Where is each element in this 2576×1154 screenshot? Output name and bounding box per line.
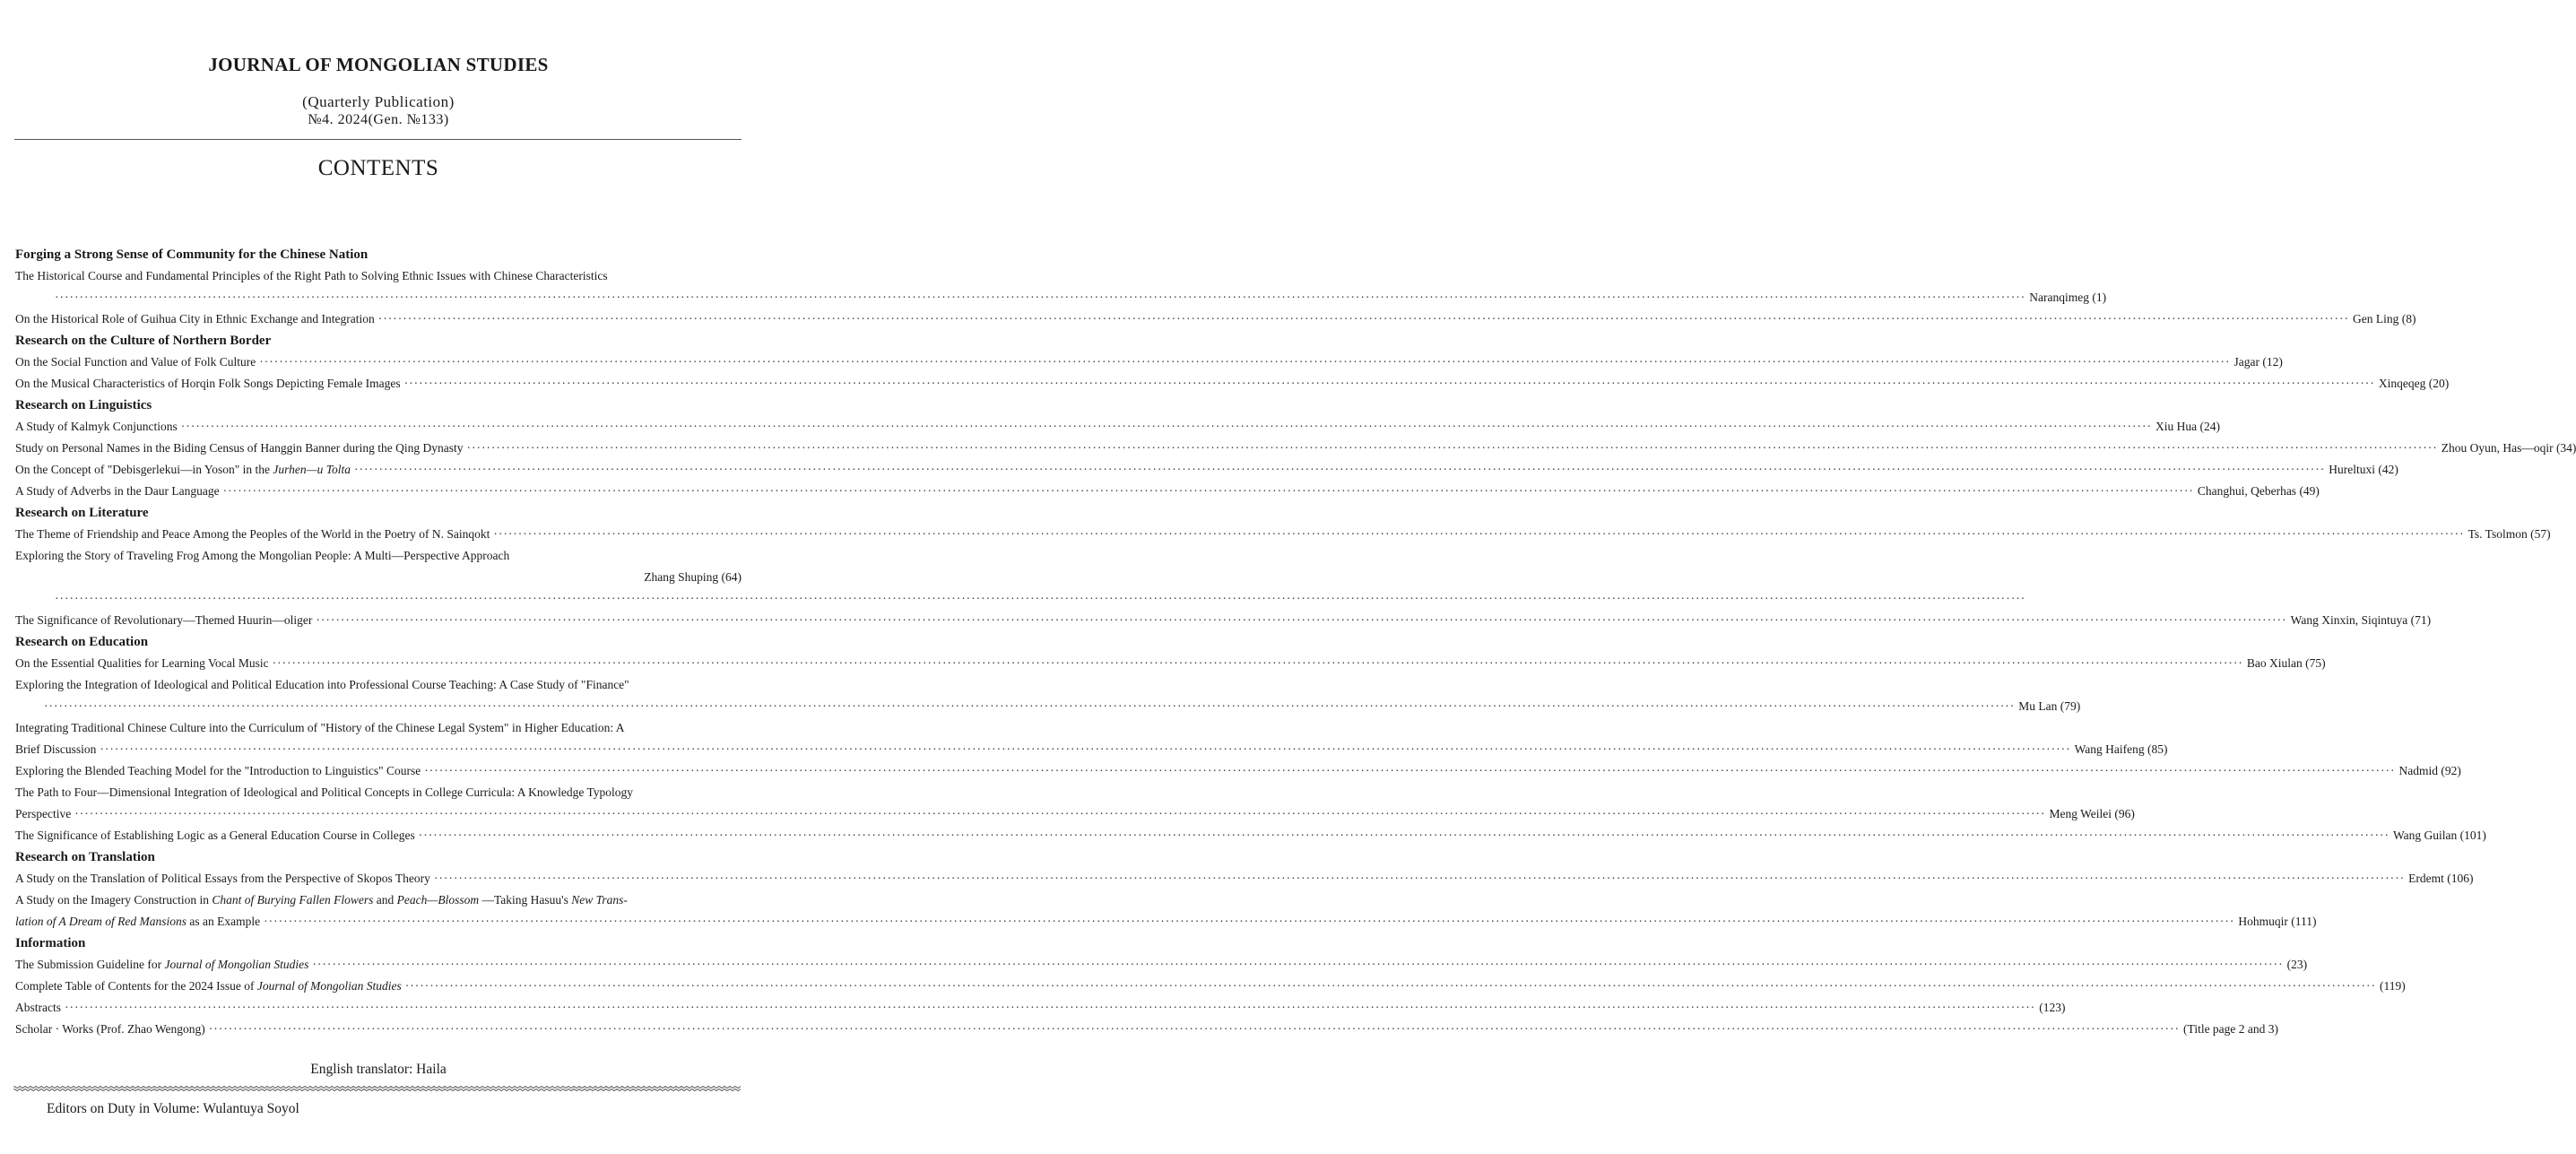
toc-entry xyxy=(15,868,2474,889)
editors-on-duty: Editors on Duty in Volume: Wulantuya Soyol xyxy=(47,1101,299,1116)
entry-page: (119) xyxy=(2380,979,2406,993)
entry-title: The Significance of Establishing Logic as a General Education Course in Colleges xyxy=(15,829,415,842)
entry-title-italic: Journal of Mongolian Studies xyxy=(164,958,309,971)
entry-author-page: Erdemt (106) xyxy=(2408,872,2474,885)
entry-title: On the Social Function and Value of Folk Culture xyxy=(15,355,256,369)
leader-dots: ················································································································································································································································································································································································································ xyxy=(424,764,2396,777)
entry-title: On the Historical Role of Guihua City in Ethnic Exchange and Integration xyxy=(15,312,375,325)
entry-title: On the Essential Qualities for Learning Vocal Music xyxy=(15,656,269,670)
journal-title: JOURNAL OF MONGOLIAN STUDIES xyxy=(208,54,549,75)
toc-entry xyxy=(15,653,2326,674)
entry-author-page: Jagar (12) xyxy=(2233,355,2283,369)
entry-title-text: as an Example xyxy=(186,915,261,928)
entry-title: Exploring the Story of Traveling Frog Among the Mongolian People: A Multi—Perspective Approach xyxy=(15,549,510,562)
entry-title: Integrating Traditional Chinese Culture into the Curriculum of "History of the Chinese Legal System" in Higher Education: A xyxy=(15,721,625,734)
toc-entry-title-line xyxy=(15,889,742,911)
section-title: Forging a Strong Sense of Community for the Chinese Nation xyxy=(15,247,369,262)
toc-entry xyxy=(15,308,2416,330)
toc-entry-title-line xyxy=(15,717,742,739)
toc-entry-title-line xyxy=(15,674,742,696)
section-title: Research on Literature xyxy=(15,506,149,520)
entry-title: Exploring the Integration of Ideological and Political Education into Professional Course Teaching: A Case Study of "Finance" xyxy=(15,678,629,691)
entry-title-text: —Taking Hasuu's xyxy=(479,893,572,907)
leader-dots: ················································································································································································································································································································································································································ xyxy=(272,656,2243,670)
toc-entry xyxy=(15,825,2486,846)
toc-entry xyxy=(15,739,2168,760)
toc-entry xyxy=(15,459,2398,481)
entry-title-italic: Jurhen—u Tolta xyxy=(273,463,351,476)
toc-entry xyxy=(15,481,2320,502)
entry-author-page: Gen Ling (8) xyxy=(2353,312,2416,325)
entry-author-page: Nadmid (92) xyxy=(2398,764,2461,777)
entry-title-text: The Submission Guideline for xyxy=(15,958,165,971)
entry-title: Exploring the Blended Teaching Model for the "Introduction to Linguistics" Course xyxy=(15,764,421,777)
leader-dots: ················································································································································································································································································································································································································ xyxy=(100,742,2071,756)
leader-dots: ················································································································································································································································································································································································································ xyxy=(208,1022,2181,1036)
leader-dots: ················································································································································································································································································································································································································ xyxy=(466,441,2438,455)
leader-dots: ················································································································································································································································································································································································································ xyxy=(65,1001,2036,1014)
toc-entry xyxy=(15,1019,2279,1040)
wavy-divider xyxy=(14,1085,742,1092)
contents-heading: CONTENTS xyxy=(317,156,439,180)
toc-entry xyxy=(15,911,2317,933)
leader-dots: ················································································································································································································································································································································································································ xyxy=(316,613,2287,627)
entry-title: The Historical Course and Fundamental Principles of the Right Path to Solving Ethnic Issues with Chinese Characteristics xyxy=(15,269,608,282)
entry-author-page: Changhui, Qeberhas (49) xyxy=(2197,484,2320,498)
leader-dots: ················································································································································································································································································································································································································ xyxy=(44,699,2016,713)
toc-entry-title-line xyxy=(15,545,742,567)
toc-entry xyxy=(15,954,2308,976)
entry-title-cont xyxy=(15,911,260,933)
toc-entry xyxy=(15,976,2406,997)
entry-title-cont: Perspective xyxy=(15,807,72,820)
leader-dots: ················································································································································································································································································································································································································ xyxy=(354,463,2326,476)
section-title: Research on the Culture of Northern Border xyxy=(15,334,272,348)
leader-dots: ················································································································································································································································································································································································································ xyxy=(377,312,2350,325)
toc-entry xyxy=(15,760,2461,782)
section-title: Research on Linguistics xyxy=(15,398,152,412)
entry-author-page: Hohmuqir (111) xyxy=(2238,915,2317,928)
translator-credit: English translator: Haila xyxy=(310,1062,447,1077)
entry-author-page: Xinqeqeg (20) xyxy=(2378,377,2450,390)
entry-author-page: Meng Weilei (96) xyxy=(2049,807,2135,820)
entry-author-page: Hureltuxi (42) xyxy=(2329,463,2398,476)
leader-dots: ················································································································································································································································································································································································································ xyxy=(55,592,2026,605)
toc-entry xyxy=(15,696,2081,717)
entry-author-page: Naranqimeg (1) xyxy=(2029,291,2107,304)
entry-author-page: Zhang Shuping (64) xyxy=(644,570,742,584)
entry-title-text: On the Concept of "Debisgerlekui—in Yoson" in the xyxy=(15,463,273,476)
leader-dots: ················································································································································································································································································································································································································ xyxy=(403,377,2375,390)
entry-title: A Study of Kalmyk Conjunctions xyxy=(15,420,178,433)
toc-entry xyxy=(15,438,2576,459)
publication-frequency: (Quarterly Publication) xyxy=(302,93,455,110)
toc-entry xyxy=(15,524,2551,545)
entry-title: Scholar · Works (Prof. Zhao Wengong) xyxy=(15,1022,205,1036)
leader-dots: ················································································································································································································································································································································································································ xyxy=(180,420,2153,433)
leader-dots: ················································································································································································································································································································································································································ xyxy=(55,291,2026,304)
table-of-contents xyxy=(15,244,2576,1040)
entry-author-page: Ts. Tsolmon (57) xyxy=(2468,527,2551,541)
toc-entry xyxy=(15,287,2107,308)
entry-author-page: Bao Xiulan (75) xyxy=(2246,656,2326,670)
leader-dots: ················································································································································································································································································································································································································ xyxy=(259,355,2231,369)
entry-title-italic: Peach—Blossom xyxy=(396,893,480,907)
entry-page: (123) xyxy=(2039,1001,2066,1014)
entry-author-page: Wang Haifeng (85) xyxy=(2074,742,2168,756)
entry-title-italic: Chant of Burying Fallen Flowers xyxy=(212,893,374,907)
header-divider xyxy=(14,139,742,140)
entry-title xyxy=(15,459,351,481)
toc-entry xyxy=(15,416,2220,438)
leader-dots: ················································································································································································································································································································································································································ xyxy=(433,872,2406,885)
entry-title: A Study of Adverbs in the Daur Language xyxy=(15,484,220,498)
entry-title: On the Musical Characteristics of Horqin Folk Songs Depicting Female Images xyxy=(15,377,401,390)
toc-entry-title-line xyxy=(15,265,742,287)
entry-title xyxy=(15,976,402,997)
toc-entry-author-line xyxy=(15,567,742,588)
leader-dots: ················································································································································································································································································································································································································ xyxy=(493,527,2465,541)
entry-title: A Study on the Translation of Political Essays from the Perspective of Skopos Theory xyxy=(15,872,430,885)
entry-author-page: Wang Xinxin, Siqintuya (71) xyxy=(2290,613,2432,627)
leader-dots: ················································································································································································································································································································································································································ xyxy=(222,484,2194,498)
entry-author-page: Zhou Oyun, Has—oqir (34) xyxy=(2441,441,2576,455)
entry-title-text: and xyxy=(373,893,397,907)
toc-entry xyxy=(15,803,2135,825)
entry-author-page: Wang Guilan (101) xyxy=(2393,829,2486,842)
section-title: Research on Translation xyxy=(15,850,155,864)
entry-title: Study on Personal Names in the Biding Census of Hanggin Banner during the Qing Dynasty xyxy=(15,441,464,455)
entry-title-text: Complete Table of Contents for the 2024 Issue of xyxy=(15,979,257,993)
entry-title-text: A Study on the Imagery Construction in xyxy=(15,893,212,907)
entry-author-page: Xiu Hua (24) xyxy=(2155,420,2220,433)
entry-title: Abstracts xyxy=(15,1001,61,1014)
issue-number: №4. 2024(Gen. №133) xyxy=(308,112,449,127)
entry-title-italic: Journal of Mongolian Studies xyxy=(256,979,402,993)
entry-page: (23) xyxy=(2286,958,2308,971)
toc-entry-title-line xyxy=(15,782,742,803)
toc-entry xyxy=(15,997,2066,1019)
entry-page: (Title page 2 and 3) xyxy=(2183,1022,2279,1036)
entry-title xyxy=(15,954,308,976)
entry-title: The Significance of Revolutionary—Themed Huurin—oliger xyxy=(15,613,313,627)
toc-entry xyxy=(15,351,2283,373)
entry-title-italic: lation of A Dream of Red Mansions xyxy=(15,915,186,928)
section-title: Information xyxy=(15,936,86,950)
entry-title-cont: Brief Discussion xyxy=(15,742,97,756)
leader-dots: ················································································································································································································································································································································································································ xyxy=(74,807,2046,820)
entry-title: The Theme of Friendship and Peace Among the Peoples of the World in the Poetry of N. Sainqokt xyxy=(15,527,490,541)
leader-dots: ················································································································································································································································································································································································································ xyxy=(418,829,2390,842)
leader-dots: ················································································································································································································································································································································································································ xyxy=(264,915,2235,928)
toc-entry xyxy=(15,610,2432,631)
section-title: Research on Education xyxy=(15,635,149,649)
leader-dots: ················································································································································································································································································································································································································ xyxy=(404,979,2377,993)
toc-entry-leader-line xyxy=(15,588,2026,610)
entry-author-page: Mu Lan (79) xyxy=(2018,699,2081,713)
entry-title-italic: New Trans- xyxy=(571,893,628,907)
toc-entry xyxy=(15,373,2450,395)
entry-title: The Path to Four—Dimensional Integration of Ideological and Political Concepts in College Curricula: A Knowledge Typology xyxy=(15,785,634,799)
entry-title xyxy=(15,889,628,911)
leader-dots: ················································································································································································································································································································································································································ xyxy=(312,958,2284,971)
